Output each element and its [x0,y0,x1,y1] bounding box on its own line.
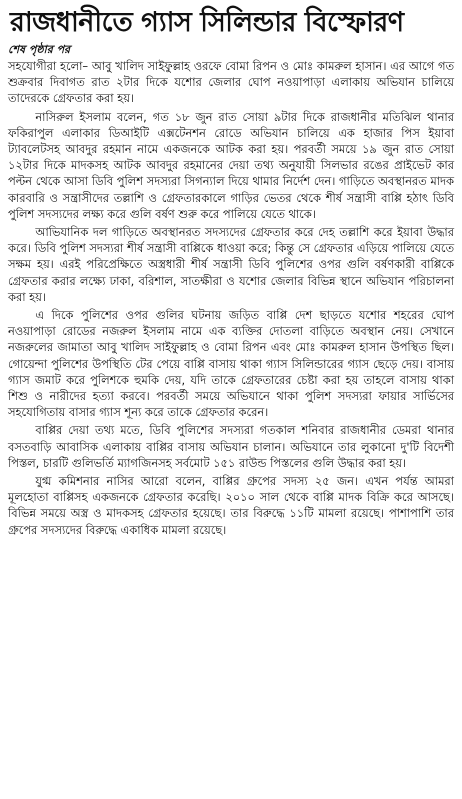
cut-off-next-headline [8,789,454,799]
article-paragraph: যুগ্ম কমিশনার নাসির আরো বলেন, বাপ্পির গ্রুপের সদস্য ২৫ জন। এখন পর্যন্ত আমরা মূলহোতা বাপ্পিসহ একজনকে গ্রেফতার করেছি। ২০১০ সাল থেকে বাপ্পি মাদক বিক্রি করে আসছে। বিভিন্ন সময়ে অস্ত্র ও মাদকসহ গ্রেফতার হয়েছে। তার বিরুদ্ধে ১১টি মামলা রয়েছে। পাশাপাশি তার গ্রুপের সদস্যদের বিরুদ্ধে একাধিক মামলা রয়েছে। [8,474,454,537]
article-paragraph: বাপ্পির দেয়া তথ্য মতে, ডিবি পুলিশের সদস্যরা গতকাল শনিবার রাজধানীর ডেমরা থানার বসতবাড়ি আবাসিক এলাকায় বাপ্পির বাসায় অভিযান চালান। অভিযানে তার লুকানো দু'টি বিদেশী পিস্তল, চারটি গুলিভর্তি ম্যাগজিনসহ সর্বমোট ১৫১ রাউন্ড পিস্তলের গুলি উদ্ধার করা হয়। [8,423,454,470]
article-paragraph: আভিযানিক দল গাড়িতে অবস্থানরত সদস্যদের গ্রেফতার করে দেহ তল্লাশি করে ইয়াবা উদ্ধার করে। ডিবি পুলিশ সদস্যরা শীর্ষ সন্ত্রাসী বাপ্পিকে ধাওয়া করে; কিন্তু সে গ্রেফতার এড়িয়ে পালিয়ে যেতে সক্ষম হয়। এরই পরিপ্রেক্ষিতে অস্ত্রধারী শীর্ষ সন্ত্রাসী ডিবি পুলিশের ওপর গুলি বর্ষণকারী বাপ্পিকে গ্রেফতার করার লক্ষ্যে ঢাকা, বরিশাল, সাতক্ষীরা ও যশোর জেলার বিভিন্ন স্থানে অভিযান পরিচালনা করা হয়। [8,225,454,304]
article-paragraph: এ দিকে পুলিশের ওপর গুলির ঘটনায় জড়িত বাপ্পি দেশ ছাড়তে যশোর শহরের ঘোপ নওয়াপাড়া রোডের নজরুল ইসলাম নামে এক ব্যক্তির দোতলা বাড়িতে অবস্থান নেয়। সেখানে নজরুলের জামাতা আবু খালিদ সাইফুল্লাহ ও বোমা রিপন এবং মোঃ কামরুল হাসান উপস্থিত ছিল। গোয়েন্দা পুলিশের উপস্থিতি টের পেয়ে বাপ্পি বাসায় থাকা গ্যাস সিলিন্ডারের গ্যাস ছেড়ে দেয়। বাসায় গ্যাস জমাট করে পুলিশকে হুমকি দেয়, যদি তাকে গ্রেফতারের চেষ্টা করা হয় তাহলে বাসায় থাকা শিশু ও নারীদের হত্যা করবে। পরবর্তী সময়ে অভিযানে থাকা পুলিশ সদস্যরা ফায়ার সার্ভিসের সহযোগিতায় বাসার গ্যাস শূন্য করে তাকে গ্রেফতার করেন। [8,308,454,420]
article-paragraph: নাসিরুল ইসলাম বলেন, গত ১৮ জুন রাত সোয়া ৯টার দিকে রাজধানীর মতিঝিল থানার ফকিরাপুল এলাকার ডিআইটি এক্সটেনশন রোডে অভিযান চালিয়ে এক হাজার পিস ইয়াবা ট্যাবলেটসহ আবদুর রহমান নামে একজনকে আটক করা হয়। পরবর্তী সময়ে ১৯ জুন রাত সোয়া ১২টার দিকে মাদকসহ আটক আবদুর রহমানের দেয়া তথ্য অনুযায়ী সিলভার রঙের প্রাইভেট কার পল্টন থেকে আসা ডিবি পুলিশ সদস্যরা সিগন্যাল দিয়ে থামার নির্দেশ দেন। গাড়িতে অবস্থানরত মাদক কারবারি ও সন্ত্রাসীদের তল্লাশি ও গ্রেফতারকালে গাড়ির ভেতর থেকে শীর্ষ সন্ত্রাসী বাপ্পি হঠাৎ ডিবি পুলিশ সদস্যদের লক্ষ্য করে গুলি বর্ষণ শুরু করে পালিয়ে যেতে থাকে। [8,109,454,221]
continued-from-label: শেষ পৃষ্ঠার পর [8,43,71,56]
article-paragraph: সহযোগীরা হলো– আবু খালিদ সাইফুল্লাহ ওরফে বোমা রিপন ও মোঃ কামরুল হাসান। এর আগে গত শুক্রবার দিবাগত রাত ২টার দিকে যশোর জেলার ঘোপ নওয়াপাড়া এলাকায় অভিযান চালিয়ে তাদেরকে গ্রেফতার করা হয়। [8,59,454,106]
article-headline: রাজধানীতে গ্যাস সিলিন্ডার বিস্ফোরণ [10,7,404,38]
